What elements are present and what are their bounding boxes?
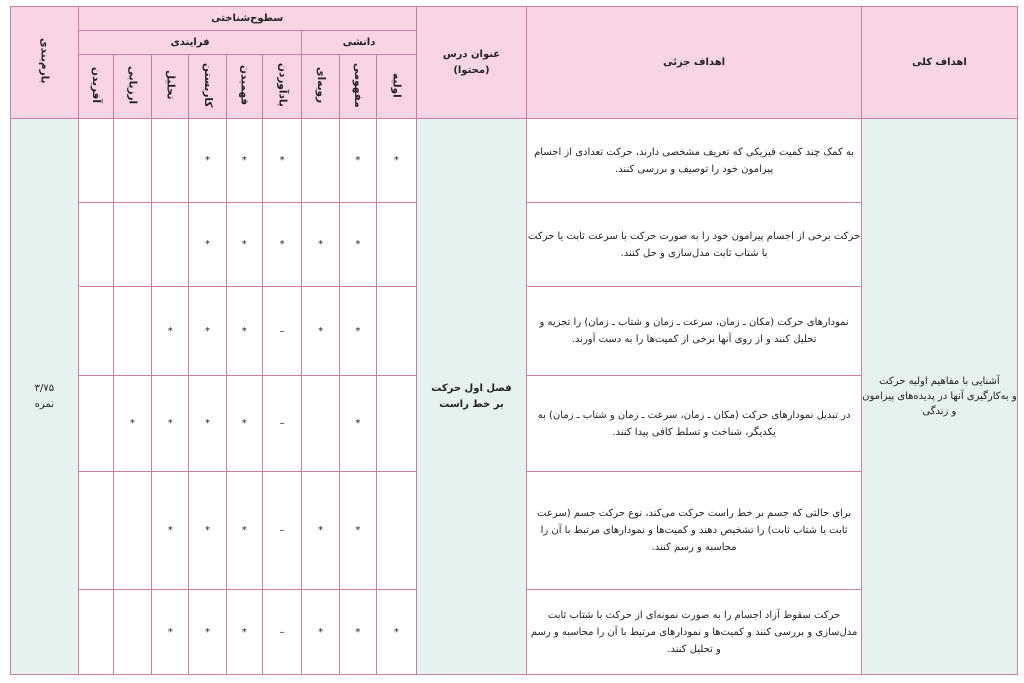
level-mark: *: [152, 472, 189, 590]
level-mark: *: [189, 119, 226, 203]
level-mark: –: [262, 590, 302, 675]
level-mark: [78, 472, 113, 590]
level-mark: –: [262, 287, 302, 376]
level-mark: [113, 590, 151, 675]
level-mark: *: [302, 203, 339, 287]
sub-goal-cell: نمودارهای حرکت (مکان ـ زمان، سرعت ـ زمان و شتاب ـ زمان) را تجزیه و تحلیل کنند و از روی آنها برخی از کمیت‌ها را به دست آورند.: [527, 287, 861, 376]
level-mark: [302, 119, 339, 203]
level-mark: *: [339, 203, 376, 287]
level-mark: [377, 287, 417, 376]
lesson-title-cell: فصل اول حرکت بر خط راست: [416, 119, 527, 675]
level-mark: *: [262, 203, 302, 287]
header-process: فرایندی: [78, 31, 302, 55]
level-mark: [113, 119, 151, 203]
level-mark: *: [339, 376, 376, 472]
level-mark: *: [152, 590, 189, 675]
level-mark: [377, 203, 417, 287]
level-header: کاربستن: [189, 55, 226, 119]
level-mark: *: [339, 472, 376, 590]
level-mark: [377, 472, 417, 590]
level-mark: [78, 376, 113, 472]
level-mark: [377, 376, 417, 472]
level-mark: [113, 287, 151, 376]
level-header: رویه‌ای: [302, 55, 339, 119]
level-mark: *: [189, 376, 226, 472]
level-mark: *: [226, 376, 262, 472]
level-header: تحلیل: [152, 55, 189, 119]
level-mark: *: [226, 472, 262, 590]
level-header: اولیه: [377, 55, 417, 119]
header-knowledge: دانشی: [302, 31, 416, 55]
level-header: یادآوردن: [262, 55, 302, 119]
sub-goal-cell: به کمک چند کمیت فیزیکی که تعریف مشخصی دارند، حرکت تعدادی از اجسام پیرامون خود را توصیف و بررسی کنند.: [527, 119, 861, 203]
level-mark: [78, 119, 113, 203]
level-mark: [152, 119, 189, 203]
level-mark: [78, 590, 113, 675]
level-mark: –: [262, 376, 302, 472]
level-mark: *: [302, 590, 339, 675]
sub-goal-cell: حرکت سقوط آزاد اجسام را به صورت نمونه‌ای از حرکت با شتاب ثابت مدل‌سازی و بررسی کنند و کمیت‌ها و نمودارهای مرتبط با آن را محاسبه و رسم و تحلیل کنند.: [527, 590, 861, 675]
level-mark: [113, 203, 151, 287]
level-mark: *: [189, 203, 226, 287]
header-cognitive-levels: سطوح‌شناختی: [78, 7, 416, 31]
curriculum-table: [10, 6, 1018, 675]
level-header: ارزیابی: [113, 55, 151, 119]
level-mark: *: [226, 119, 262, 203]
table-row: [11, 119, 1018, 203]
level-mark: *: [189, 472, 226, 590]
level-mark: *: [339, 590, 376, 675]
level-mark: *: [189, 287, 226, 376]
header-sub-goals: اهداف جزئی: [527, 7, 861, 119]
level-mark: *: [302, 287, 339, 376]
level-mark: *: [226, 590, 262, 675]
header-general-goals: اهداف کلی: [861, 7, 1017, 119]
level-mark: *: [339, 287, 376, 376]
sub-goal-cell: حرکت برخی از اجسام پیرامون خود را به صورت حرکت با سرعت ثابت یا حرکت با شتاب ثابت مدل‌سازی و حل کنند.: [527, 203, 861, 287]
level-header: آفریدن: [78, 55, 113, 119]
level-mark: *: [152, 376, 189, 472]
sub-goal-cell: در تبدیل نمودارهای حرکت (مکان ـ زمان، سرعت ـ زمان و شتاب ـ زمان) به یکدیگر، شناخت و تسلط کافی پیدا کنند.: [527, 376, 861, 472]
sub-goal-cell: برای حالتی که جسم بر خط راست حرکت می‌کند، نوع حرکت جسم (سرعت ثابت یا شتاب ثابت) را تشخیص دهند و کمیت‌ها و نمودارهای مرتبط با آن را محاسبه و رسم کنند.: [527, 472, 861, 590]
level-mark: [78, 287, 113, 376]
level-mark: *: [226, 203, 262, 287]
level-mark: [152, 203, 189, 287]
general-goal-cell: آشنایی با مفاهیم اولیه حرکت و به‌کارگیری آنها در پدیده‌های پیرامون و زندگی: [861, 119, 1017, 675]
level-mark: *: [226, 287, 262, 376]
header-lesson-title: عنوان درس (محتوا): [416, 7, 527, 119]
level-mark: [78, 203, 113, 287]
level-mark: *: [262, 119, 302, 203]
level-mark: *: [339, 119, 376, 203]
level-mark: *: [377, 119, 417, 203]
level-mark: –: [262, 472, 302, 590]
level-mark: *: [152, 287, 189, 376]
level-mark: *: [113, 376, 151, 472]
header-grading: بارم‌بندی: [11, 7, 79, 119]
level-mark: *: [377, 590, 417, 675]
score-cell: ۳/۷۵ نمره: [11, 119, 79, 675]
level-mark: [113, 472, 151, 590]
level-mark: [302, 376, 339, 472]
level-header: مفهومی: [339, 55, 376, 119]
level-mark: *: [189, 590, 226, 675]
level-mark: *: [302, 472, 339, 590]
level-header: فهمیدن: [226, 55, 262, 119]
